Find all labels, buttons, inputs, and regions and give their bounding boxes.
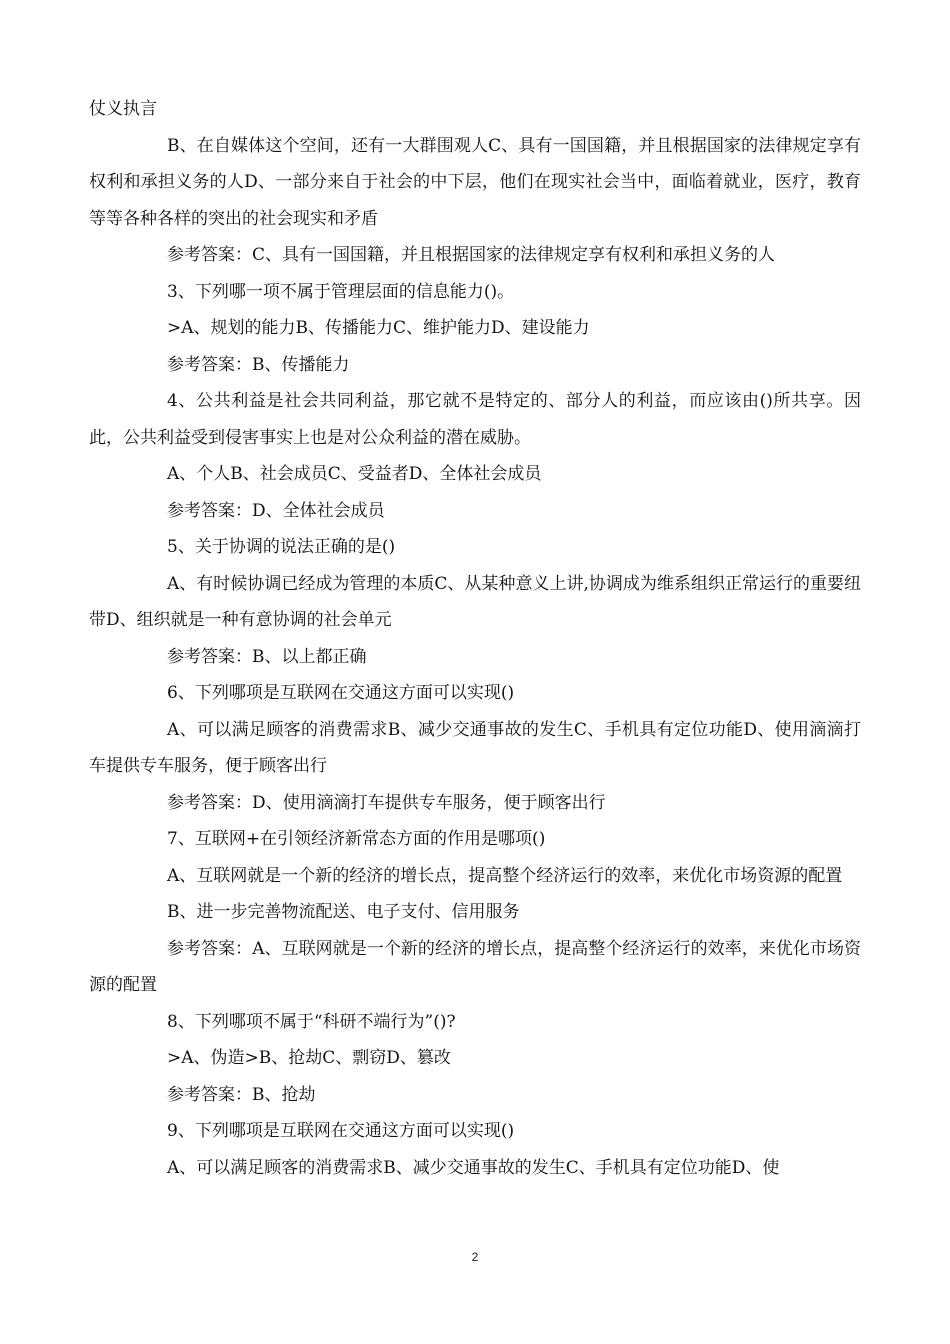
options-paragraph: >A、规划的能力B、传播能力C、维护能力D、建设能力 xyxy=(167,318,590,338)
question-paragraph: 5、关于协调的说法正确的是() xyxy=(167,537,396,557)
body-text xyxy=(89,91,861,1186)
answer-paragraph: 参考答案：B、传播能力 xyxy=(167,354,350,375)
options-paragraph: A、互联网就是一个新的经济的增长点，提高整个经济运行的效率，来优化市场资源的配置 xyxy=(167,865,843,886)
answer-paragraph: 参考答案：B、以上都正确 xyxy=(167,646,367,667)
answer-paragraph: 参考答案：D、使用滴滴打车提供专车服务，便于顾客出行 xyxy=(167,792,606,813)
options-paragraph: A、可以满足顾客的消费需求B、减少交通事故的发生C、手机具有定位功能D、使用滴滴打车提供专车服务，便于顾客出行 xyxy=(89,719,861,776)
answer-paragraph: 参考答案：C、具有一国国籍，并且根据国家的法律规定享有权利和承担义务的人 xyxy=(167,245,776,265)
paragraph: B、在自媒体这个空间，还有一大群围观人C、具有一国国籍，并且根据国家的法律规定享有权利和承担义务的人D、一部分来自于社会的中下层，他们在现实社会当中，面临着就业，医疗，教育等等各种各样的突出的社会现实和矛盾 xyxy=(89,135,861,229)
options-paragraph: A、有时候协调已经成为管理的本质C、从某种意义上讲,协调成为维系组织正常运行的重要纽带D、组织就是一种有意协调的社会单元 xyxy=(89,573,861,630)
page-number: 2 xyxy=(471,1250,479,1264)
answer-paragraph: 参考答案：A、互联网就是一个新的经济的增长点，提高整个经济运行的效率，来优化市场资源的配置 xyxy=(89,938,861,995)
options-paragraph: A、可以满足顾客的消费需求B、减少交通事故的发生C、手机具有定位功能D、使 xyxy=(167,1157,780,1178)
answer-paragraph: 参考答案：D、全体社会成员 xyxy=(167,500,385,521)
options-paragraph: A、个人B、社会成员C、受益者D、全体社会成员 xyxy=(167,464,542,484)
question-paragraph: 6、下列哪项是互联网在交通这方面可以实现() xyxy=(167,683,515,703)
options-paragraph: B、进一步完善物流配送、电子支付、信用服务 xyxy=(167,902,520,922)
question-paragraph: 7、互联网+在引领经济新常态方面的作用是哪项() xyxy=(167,829,546,849)
question-paragraph: 4、公共利益是社会共同利益，那它就不是特定的、部分人的利益，而应该由()所共享。因此，公共利益受到侵害事实上也是对公众利益的潜在威胁。 xyxy=(89,391,861,448)
options-paragraph: >A、伪造>B、抢劫C、剽窃D、篡改 xyxy=(167,1048,451,1068)
answer-paragraph: 参考答案：B、抢劫 xyxy=(167,1084,316,1105)
question-paragraph: 8、下列哪项不属于“科研不端行为”()? xyxy=(167,1011,456,1032)
paragraph: 仗义执言 xyxy=(89,99,157,119)
question-paragraph: 9、下列哪项是互联网在交通这方面可以实现() xyxy=(167,1121,515,1141)
question-paragraph: 3、下列哪一项不属于管理层面的信息能力()。 xyxy=(167,281,515,302)
